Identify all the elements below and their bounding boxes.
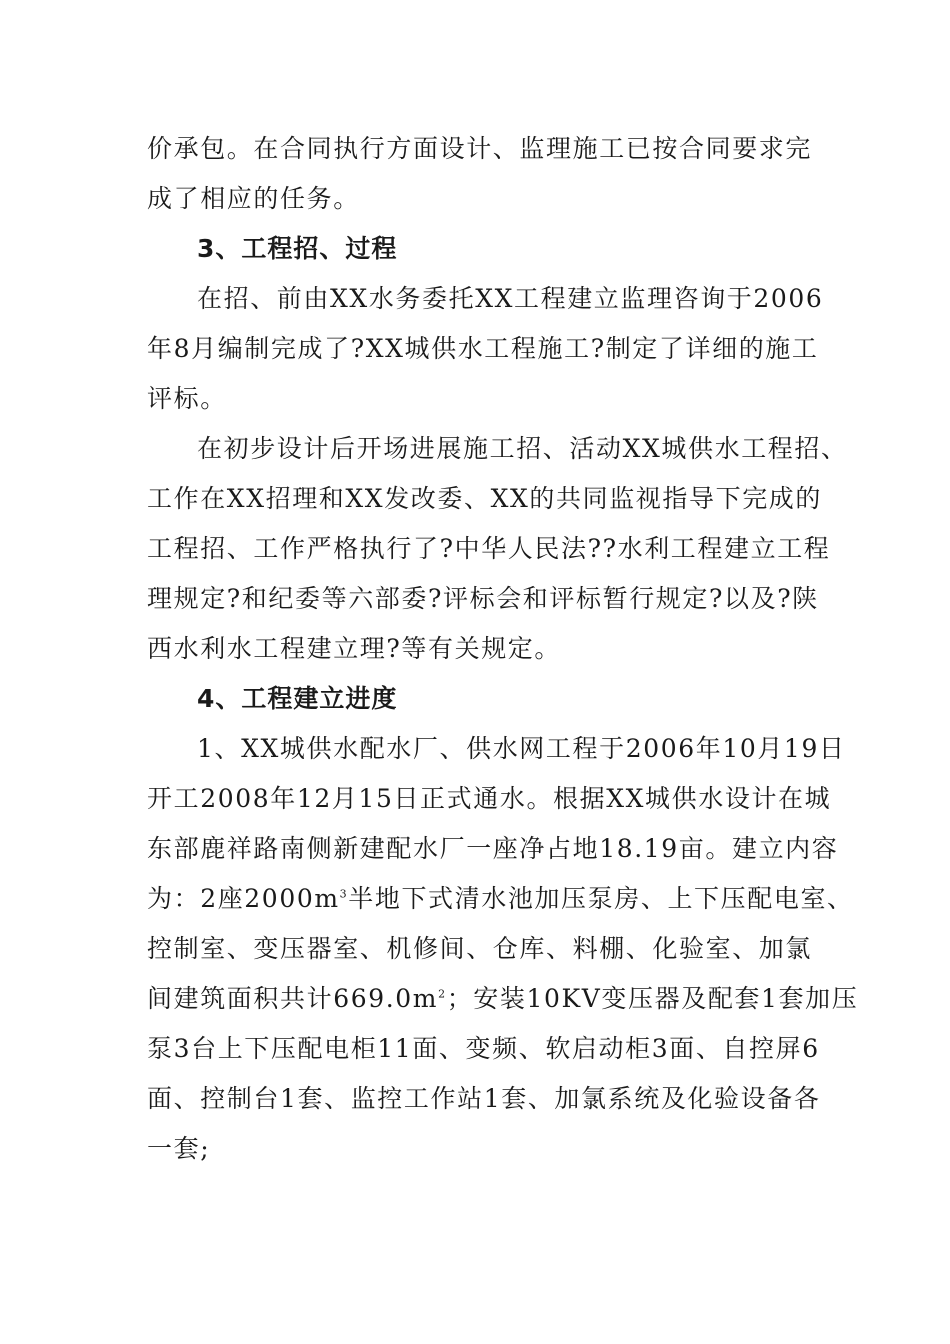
paragraph-line: 东部鹿祥路南侧新建配水厂一座净占地18.19亩。建立内容 bbox=[147, 834, 839, 863]
paragraph-line: 在初步设计后开场进展施工招、活动XX城供水工程招、 bbox=[197, 434, 848, 463]
paragraph-line: 西水利水工程建立理?等有关规定。 bbox=[147, 634, 562, 663]
paragraph-line: 开工2008年12月15日正式通水。根据XX城供水设计在城 bbox=[147, 784, 832, 813]
line-text: 半地下式清水池加压泵房、上下压配电室、 bbox=[348, 884, 854, 913]
paragraph-line: 一套; bbox=[147, 1134, 211, 1163]
paragraph-line: 在招、前由XX水务委托XX工程建立监理咨询于2006 bbox=[197, 284, 824, 313]
paragraph-line: 1、XX城供水配水厂、供水网工程于2006年10月19日 bbox=[197, 734, 846, 763]
paragraph-line bbox=[147, 983, 859, 1015]
paragraph-line: 泵3台上下压配电柜11面、变频、软启动柜3面、自控屏6 bbox=[147, 1034, 820, 1063]
paragraph-line: 控制室、变压器室、机修间、仓库、料棚、化验室、加氯 bbox=[147, 934, 813, 963]
line-text: 为：2座2000m bbox=[147, 884, 340, 913]
section-heading: 3、工程招、过程 bbox=[197, 234, 398, 263]
paragraph-line: 评标。 bbox=[147, 384, 227, 413]
section-heading: 4、工程建立进度 bbox=[197, 684, 398, 713]
paragraph-line: 工作在XX招理和XX发改委、XX的共同监视指导下完成的 bbox=[147, 484, 822, 513]
paragraph-line: 理规定?和纪委等六部委?评标会和评标暂行规定?以及?陕 bbox=[147, 584, 819, 613]
paragraph-line: 成了相应的任务。 bbox=[147, 184, 360, 213]
line-text: ；安装10KV变压器及配套1套加压 bbox=[446, 984, 859, 1013]
paragraph-line: 价承包。在合同执行方面设计、监理施工已按合同要求完 bbox=[147, 134, 813, 163]
paragraph-line: 工程招、工作严格执行了?中华人民法??水利工程建立工程 bbox=[147, 534, 831, 563]
superscript: 3 bbox=[339, 887, 349, 901]
paragraph-line bbox=[147, 883, 854, 915]
paragraph-line: 年8月编制完成了?XX城供水工程施工?制定了详细的施工 bbox=[147, 334, 819, 363]
superscript: 2 bbox=[438, 987, 447, 1001]
line-text: 间建筑面积共计669.0m bbox=[147, 984, 439, 1013]
paragraph-line: 面、控制台1套、监控工作站1套、加氯系统及化验设备各 bbox=[147, 1084, 821, 1113]
